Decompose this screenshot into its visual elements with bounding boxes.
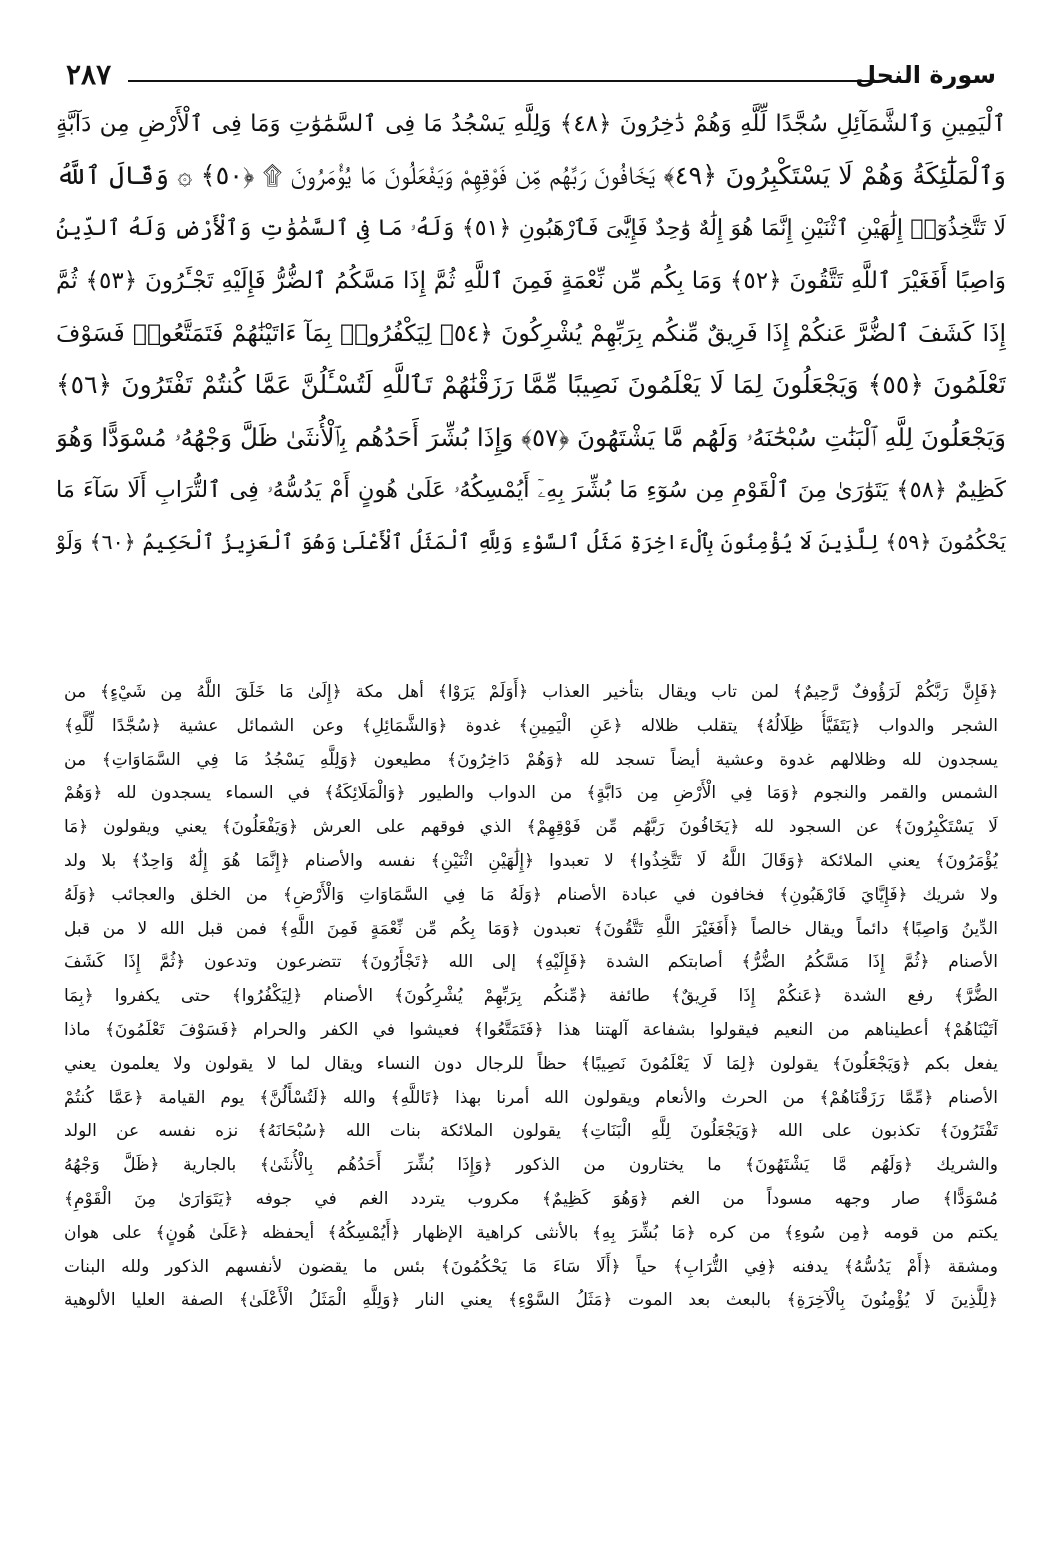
tafsir-line: تَفْتَرُونَ﴾ تكذبون على الله ﴿وَيَجْعَلُونَ لِلَّهِ الْبَنَاتِ﴾ يقولون الملائكة بنات الله ﴿سُبْحَانَهُ﴾ نزه نفسه عن الولد <box>64 1121 998 1142</box>
tafsir-line: مُسْوَدًّا﴾ صار وجهه مسوداً من الغم ﴿وَهُوَ كَظِيمٌ﴾ مكروب يتردد الغم في جوفه ﴿يَتَوَارَىٰ مِنَ الْقَوْمِ﴾ <box>64 1188 998 1209</box>
quran-line: تَعْلَمُونَ ﴿٥٥﴾ وَيَجْعَلُونَ لِمَا لَا يَعْلَمُونَ نَصِيبًا مِّمَّا رَزَقْنَٰهُمْ تَٱللَّهِ لَتُسْـَٔلُنَّ عَمَّا كُنتُمْ تَفْتَرُونَ ﴿٥٦﴾ <box>56 370 1006 400</box>
quran-line: إِذَا كَشَفَ ٱلضُّرَّ عَنكُمْ إِذَا فَرِيقٌ مِّنكُم بِرَبِّهِمْ يُشْرِكُونَ ﴿٥٤﴾ لِيَكْفُرُوا۟ بِمَآ ءَاتَيْنَٰهُمْ فَتَمَتَّعُوا۟ فَسَوْفَ <box>56 319 1006 348</box>
tafsir-line: والشريك ﴿وَلَهُم مَّا يَشْتَهُونَ﴾ ما يختارون من الذكور ﴿وَإِذَا بُشِّرَ أَحَدُهُم بِالْأُنثَىٰ﴾ بالجارية ﴿ظَلَّ وَجْهُهُ <box>64 1155 998 1176</box>
quran-text-block <box>56 98 1006 569</box>
page-number: ٢٨٧ <box>66 58 112 91</box>
tafsir-line: الضُّرَّ﴾ رفع الشدة ﴿عَنكُمْ إِذَا فَرِيقٌ﴾ طائفة ﴿مِّنكُم بِرَبِّهِمْ يُشْرِكُونَ﴾ الأصنام ﴿لِيَكْفُرُوا﴾ حتى يكفروا ﴿بِمَا <box>64 986 998 1007</box>
tafsir-line: ولا شريك ﴿فَإِيَّايَ فَارْهَبُونِ﴾ فخافون في عبادة الأصنام ﴿وَلَهُ مَا فِي السَّمَاوَاتِ وَالْأَرْضِ﴾ من الخلق والعجائب ﴿وَلَهُ <box>64 884 998 905</box>
tafsir-line: ﴿فَإِنَّ رَبَّكُمْ لَرَؤُوفٌ رَّحِيمٌ﴾ لمن تاب ويقال بتأخير العذاب ﴿أَوَلَمْ يَرَوْا﴾ أهل مكة ﴿إِلَىٰ مَا خَلَقَ اللَّهُ مِن شَيْءٍ﴾ من <box>64 682 998 702</box>
tafsir-line: الشمس والقمر والنجوم ﴿وَمَا فِي الْأَرْضِ مِن دَابَّةٍ﴾ من الدواب والطيور ﴿وَالْمَلَائِكَةُ﴾ في السماء يسجدون لله ﴿وَهُمْ <box>64 783 998 804</box>
quran-line: لَا تَتَّخِذُوٓا۟ إِلَٰهَيْنِ ٱثْنَيْنِ إِنَّمَا هُوَ إِلَٰهٌ وَٰحِدٌ فَإِيَّٰىَ فَٱرْهَبُونِ ﴿٥١﴾ وَلَهُۥ مَا فِى ٱلسَّمَٰوَٰتِ وَٱلْأَرْضِ وَلَهُ ٱلدِّينُ <box>56 215 1006 241</box>
quran-line: يَحْكُمُونَ ﴿٥٩﴾ لِلَّذِينَ لَا يُؤْمِنُونَ بِٱلْءَاخِرَةِ مَثَلُ ٱلسَّوْءِ وَلِلَّهِ ٱلْمَثَلُ ٱلْأَعْلَىٰ وَهُوَ ٱلْعَزِيزُ ٱلْحَكِيمُ ﴿٦٠﴾ وَلَوْ <box>56 530 1006 555</box>
tafsir-line: الأصنام ﴿مِّمَّا رَزَقْنَاهُمْ﴾ من الحرث والأنعام ويقولون الله أمرنا بهذا ﴿تَاللَّهِ﴾ والله ﴿لَتُسْأَلُنَّ﴾ يوم القيامة ﴿عَمَّا كُنتُمْ <box>64 1087 998 1108</box>
tafsir-line: الدِّينُ وَاصِبًا﴾ دائماً ويقال خالصاً ﴿أَفَغَيْرَ اللَّهِ تَتَّقُونَ﴾ تعبدون ﴿وَمَا بِكُم مِّن نِّعْمَةٍ فَمِنَ اللَّهِ﴾ فمن قبل الله لا من قبل <box>64 918 998 939</box>
tafsir-line: لَا يَسْتَكْبِرُونَ﴾ عن السجود لله ﴿يَخَافُونَ رَبَّهُم مِّن فَوْقِهِمْ﴾ الذي فوقهم على العرش ﴿وَيَفْعَلُونَ﴾ يعني ويقولون ﴿مَا <box>64 817 998 838</box>
header-divider <box>128 80 878 82</box>
quran-line: وَٱلْمَلَٰٓئِكَةُ وَهُمْ لَا يَسْتَكْبِرُونَ ﴿٤٩﴾ يَخَافُونَ رَبَّهُم مِّن فَوْقِهِمْ وَيَفْعَلُونَ مَا يُؤْمَرُونَ ۩ ﴿٥٠﴾ ۞ وَقَالَ ٱللَّهُ <box>56 161 1006 192</box>
quran-line: وَيَجْعَلُونَ لِلَّهِ ٱلْبَنَٰتِ سُبْحَٰنَهُۥ وَلَهُم مَّا يَشْتَهُونَ ﴿٥٧﴾ وَإِذَا بُشِّرَ أَحَدُهُم بِٱلْأُنثَىٰ ظَلَّ وَجْهُهُۥ مُسْوَدًّا وَهُوَ <box>56 422 1006 452</box>
tafsir-line: يُؤْمَرُونَ﴾ يعني الملائكة ﴿وَقَالَ اللَّهُ لَا تَتَّخِذُوا﴾ لا تعبدوا ﴿إِلَٰهَيْنِ اثْنَيْنِ﴾ نفسه والأصنام ﴿إِنَّمَا هُوَ إِلَٰهٌ وَاحِدٌ﴾ بلا ولد <box>64 850 998 871</box>
surah-title: سورة النحل <box>855 61 996 89</box>
tafsir-text-block <box>64 676 998 1318</box>
quran-line: كَظِيمٌ ﴿٥٨﴾ يَتَوَٰرَىٰ مِنَ ٱلْقَوْمِ مِن سُوٓءِ مَا بُشِّرَ بِهِۦٓ أَيُمْسِكُهُۥ عَلَىٰ هُونٍ أَمْ يَدُسُّهُۥ فِى ٱلتُّرَابِ أَلَا سَآءَ مَا <box>56 477 1006 504</box>
tafsir-line: ﴿لِلَّذِينَ لَا يُؤْمِنُونَ بِالْآخِرَةِ﴾ بالبعث بعد الموت ﴿مَثَلُ السَّوْءِ﴾ يعني النار ﴿وَلِلَّهِ الْمَثَلُ الْأَعْلَىٰ﴾ الصفة العليا الألوهية <box>64 1290 998 1311</box>
quran-line: ٱلْيَمِينِ وَٱلشَّمَآئِلِ سُجَّدًا لِّلَّهِ وَهُمْ دَٰخِرُونَ ﴿٤٨﴾ وَلِلَّهِ يَسْجُدُ مَا فِى ٱلسَّمَٰوَٰتِ وَمَا فِى ٱلْأَرْضِ مِن دَآبَّةٍ <box>56 111 1006 137</box>
tafsir-line: يسجدون لله وظلالهم غدوة وعشية أيضاً تسجد لله ﴿وَهُمْ دَاخِرُونَ﴾ مطيعون ﴿وَلِلَّهِ يَسْجُدُ مَا فِي السَّمَاوَاتِ﴾ من <box>64 749 998 770</box>
tafsir-line: الأصنام ﴿ثُمَّ إِذَا مَسَّكُمُ الضُّرُّ﴾ أصابتكم الشدة ﴿فَإِلَيْهِ﴾ إلى الله ﴿تَجْأَرُونَ﴾ تتضرعون وتدعون ﴿ثُمَّ إِذَا كَشَفَ <box>64 952 998 973</box>
quran-line: وَاصِبًا أَفَغَيْرَ ٱللَّهِ تَتَّقُونَ ﴿٥٢﴾ وَمَا بِكُم مِّن نِّعْمَةٍ فَمِنَ ٱللَّهِ ثُمَّ إِذَا مَسَّكُمُ ٱلضُّرُّ فَإِلَيْهِ تَجْـَٔرُونَ ﴿٥٣﴾ ثُمَّ <box>56 267 1006 294</box>
tafsir-line: يفعل بكم ﴿وَيَجْعَلُونَ﴾ يقولون ﴿لِمَا لَا يَعْلَمُونَ نَصِيبًا﴾ حظاً للرجال دون النساء ويقال لما لا يقولون ولا يعلمون يعني <box>64 1053 998 1074</box>
page-header <box>66 58 996 94</box>
tafsir-line: آتَيْنَاهُمْ﴾ أعطيناهم من النعيم فيقولوا بشفاعة آلهتنا هذا ﴿فَتَمَتَّعُوا﴾ فعيشوا في الكفر والحرام ﴿فَسَوْفَ تَعْلَمُونَ﴾ ماذا <box>64 1019 998 1040</box>
tafsir-line: الشجر والدواب ﴿يَتَفَيَّأُ ظِلَالُهُ﴾ يتقلب ظلاله ﴿عَنِ الْيَمِينِ﴾ غدوة ﴿وَالشَّمَائِلِ﴾ وعن الشمائل عشية ﴿سُجَّدًا لِّلَّهِ﴾ <box>64 715 998 736</box>
tafsir-line: ومشقة ﴿أَمْ يَدُسُّهُ﴾ يدفنه ﴿فِي التُّرَابِ﴾ حياً ﴿أَلَا سَاءَ مَا يَحْكُمُونَ﴾ بئس ما يقضون لأنفسهم الذكور ولله البنات <box>64 1256 998 1277</box>
tafsir-line: يكتم من قومه ﴿مِن سُوءِ﴾ من كره ﴿مَا بُشِّرَ بِهِ﴾ بالأنثى كراهية الإظهار ﴿أَيُمْسِكُهُ﴾ أيحفظه ﴿عَلَىٰ هُونٍ﴾ على هوان <box>64 1222 998 1243</box>
